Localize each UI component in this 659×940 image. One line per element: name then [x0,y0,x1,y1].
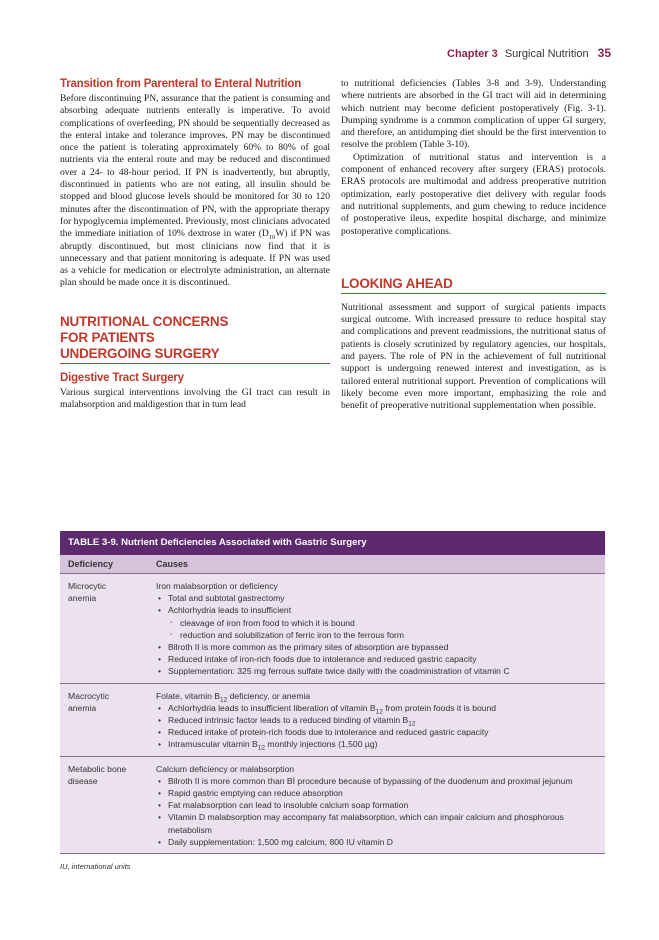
chapter-title: Surgical Nutrition [504,48,589,60]
list-item: • Intramuscular vitamin $B_{12}$ monthly injections (1,500 µg) [156,738,599,750]
list-item: • Achlorhydria leads to insufficient [156,604,599,616]
list-item: • Fat malabsorption can lead to insoluble calcium soap formation [156,799,599,811]
list-item: • Vitamin D malabsorption may accompany fat malabsorption, which can impair calcium and phosphorous metabolism [156,811,599,835]
looking-ahead-paragraph: Nutritional assessment and support of surgical patients impacts surgical outcome. With increased pressure to reduce hospital stay and complications and prevent readmissions, the nutritional status of patients is closely scrutinized by regulatory agencies, our hospitals, and payers. The role of PN in the achievement of full nutritional support is undergoing renewed interest and investigation, as is tailored enteral nutritional support. Prevention of complications will likely become even more important, emphasizing the role and benefit of preoperative nutritional supplementation when possible. [341,301,606,412]
list-item: ▪ reduction and solubilization of ferric iron to the ferrous form [156,629,599,641]
list-item: • Achlorhydria leads to insufficient liberation of vitamin $B_{12}$ from protein foods it is bound [156,702,599,714]
deficiency-cell: Microcytic anemia [68,581,107,604]
deficiency-cell: Macrocytic anemia [68,690,110,713]
deficiency-paragraph: to nutritional deficiencies (Tables 3-8 and 3-9). Understanding where nutrients are absorbed in the GI tract will aid in determining which nutrient may become deficient postoperatively (Fig. 3-1). Dumping syndrome is a common complication of upper GI surgery, and therefore, an antidumping diet should be the first intervention to resolve the problem (Table 3-10). [341,78,606,151]
list-item: • Bilroth II is more common than BI procedure because of bypassing of the duodenum and proximal jejunum [156,775,599,787]
table-row [60,574,605,684]
left-column [60,78,330,411]
list-item: • Reduced intake of iron-rich foods due to intolerance and reduced gastric capacity [156,653,599,665]
digestive-paragraph: Various surgical interventions involving the GI tract can result in malabsorption and maldigestion that in turn lead [60,386,330,411]
transition-paragraph: Before discontinuing PN, assurance that the patient is consuming and absorbing adequate nutrients enterally is imperative. To avoid complications of overfeeding, PN should be sequentially decreased as the enteral intake and tolerance improves. PN may be discontinued once the patient is tolerating approximately 60% to 80% of goal nutrients via the enteral route and may be reduced and discontinued over a 24- to 48-hour period. If PN is inadvertently, but abruptly, discontinued in patients who are not eating, all insulin should be stopped and blood glucose levels should be monitored for 30 to 120 minutes after the discontinuation of PN, with the appropriate therapy for hypoglycemia implemented. Previously, most clinicians advocated the immediate initiation of 10% dextrose in water $(D_{10}W)$ if PN was abruptly discontinued, but most clinicians now find that it is unnecessary and that patient monitoring is adequate. If PN was used as a vehicle for medication or electrolyte administration, an alternate plan should be made once it is discontinued. [60,93,330,289]
chapter-label: Chapter 3 [447,48,498,60]
table-footnote: IU, international units [60,862,131,872]
concerns-heading-line-2: FOR PATIENTS [60,329,155,345]
concerns-heading-line-1: NUTRITIONAL CONCERNS [60,313,229,329]
list-item: • Bilroth II is more common as the primary sites of absorption are bypassed [156,641,599,653]
causes-cell: Iron malabsorption or deficiency • Total and subtotal gastrectomy • Achlorhydria leads to insufficient ▪ cleavage of iron from food to which it is bound ▪ reduction and solubilization of ferric iron to the ferrous form • Bilroth II is more common as the primary sites of absorption are bypassed • Reduced intake of iron-rich foods due to intolerance and reduced gastric capacity • Supplementation: 325 mg ferrous sulfate twice daily with the coadministration of vitamin C [156,580,605,678]
table-header [60,555,605,574]
digestive-heading: Digestive Tract Surgery [60,371,184,384]
looking-ahead-heading: LOOKING AHEAD [341,276,606,294]
causes-cell: Calcium deficiency or malabsorption • Bilroth II is more common than BI procedure because of bypassing of the duodenum and proximal jejunum • Rapid gastric emptying can reduce absorption • Fat malabsorption can lead to insoluble calcium soap formation • Vitamin D malabsorption may accompany fat malabsorption, which can impair calcium and phosphorous metabolism • Daily supplementation: 1,500 mg calcium, 800 IU vitamin D [156,763,605,848]
header-deficiency: Deficiency [68,559,114,569]
concerns-heading-line-3: UNDERGOING SURGERY [60,346,330,364]
list-item: • Rapid gastric emptying can reduce absorption [156,787,599,799]
causes-cell: Folate, vitamin $B_{12}$ deficiency, or anemia • Achlorhydria leads to insufficient liberation of vitamin $B_{12}$ from protein foods it is bound • Reduced intrinsic factor leads to a reduced binding of vitamin $B_{12}$ • Reduced intake of protein-rich foods due to intolerance and reduced gastric capacity • Intramuscular vitamin $B_{12}$ monthly injections (1,500 µg) [156,690,605,751]
list-item: ▪ cleavage of iron from food to which it is bound [156,617,599,629]
right-column [341,78,606,413]
list-item: • Reduced intrinsic factor leads to a reduced binding of vitamin $B_{12}$ [156,714,599,726]
list-item: • Supplementation: 325 mg ferrous sulfate twice daily with the coadministration of vitamin C [156,665,599,677]
table-row [60,684,605,757]
nutrient-deficiency-table [60,531,605,871]
list-item: • Daily supplementation: 1,500 mg calcium, 800 IU vitamin D [156,836,599,848]
eras-paragraph: Optimization of nutritional status and intervention is a component of enhanced recovery after surgery (ERAS) protocols. ERAS protocols are multimodal and address preoperative nutrition optimization, early postoperative diet delivery with regular foods and nutritional supplements, and gum chewing to reduce incidence of postoperative ileus, expedite hospital discharge, and minimize postoperative complications. [341,151,606,237]
table-row [60,757,605,854]
running-head [447,46,611,60]
table-title: TABLE 3-9. Nutrient Deficiencies Associated with Gastric Surgery [60,531,605,555]
list-item: • Reduced intake of protein-rich foods due to intolerance and reduced gastric capacity [156,726,599,738]
page-number: 35 [597,46,611,60]
deficiency-cell: Metabolic bone disease [68,763,127,786]
header-causes: Causes [156,559,189,569]
list-item: • Total and subtotal gastrectomy [156,592,599,604]
transition-heading: Transition from Parenteral to Enteral Nutrition [60,78,302,90]
